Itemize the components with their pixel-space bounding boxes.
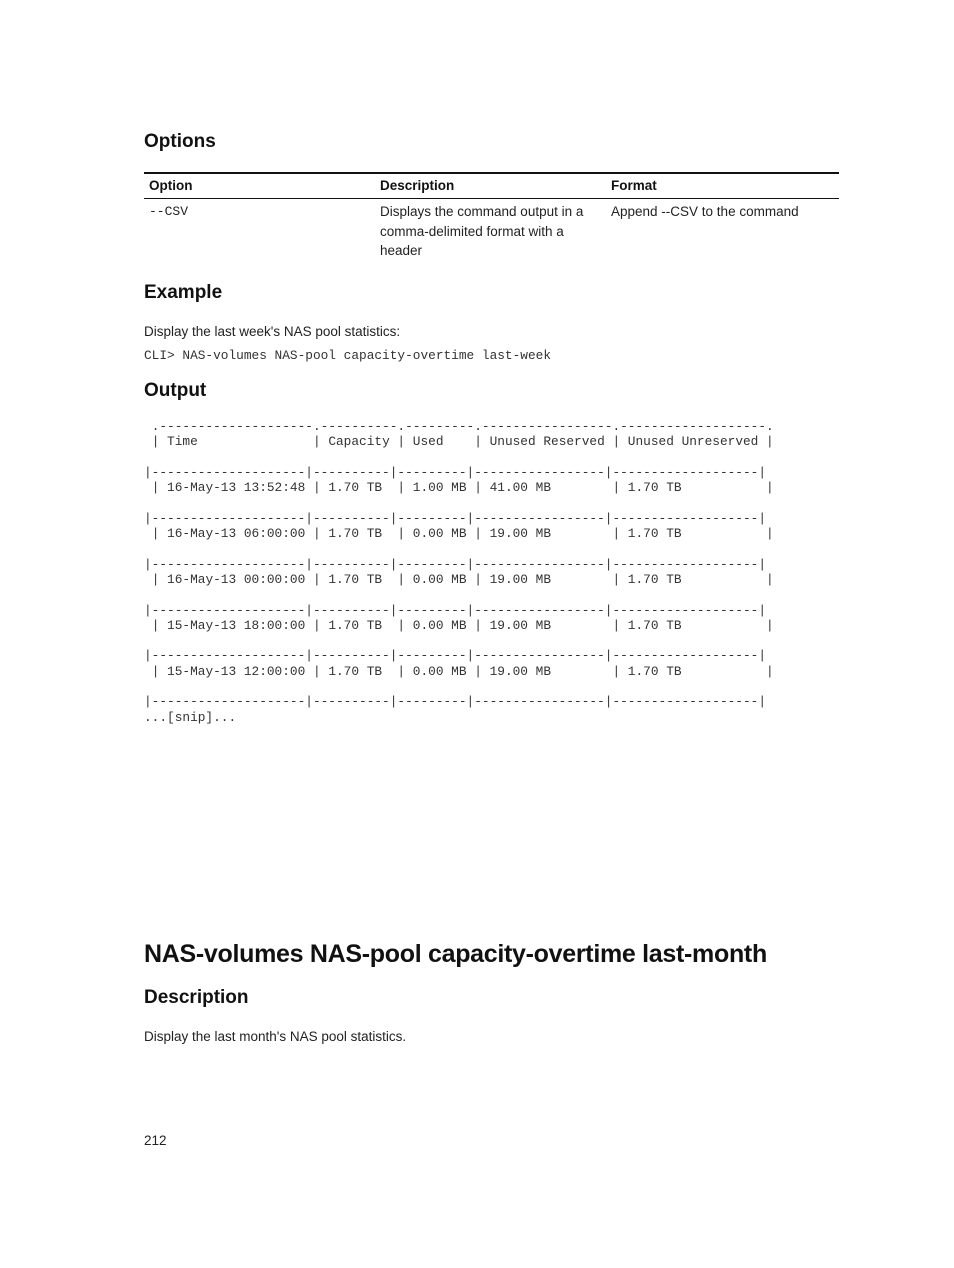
column-header-description: Description <box>375 173 606 199</box>
example-command: CLI> NAS-volumes NAS-pool capacity-overtime last-week <box>144 348 552 363</box>
format-cell: Append --CSV to the command <box>611 204 799 219</box>
column-header-format: Format <box>606 173 839 199</box>
output-heading: Output <box>144 380 207 401</box>
column-header-option: Option <box>144 173 375 199</box>
page-number: 212 <box>144 1133 167 1148</box>
example-text: Display the last week's NAS pool statistics: <box>144 324 401 339</box>
description-heading: Description <box>144 987 249 1008</box>
command-output: .--------------------.----------.---------.-----------------.-------------------. | Time | Capacity | Used | Unused Reserved | Unused Unreserved | |--------------------|----------|---------|-----------------|-------------------| | 16-May-13 13:52:48 | 1.70 TB | 1.00 MB | 41.00 MB | 1.70 TB | |--------------------|----------|---------|-----------------|-------------------| | 16-May-13 06:00:00 | 1.70 TB | 0.00 MB | 19.00 MB | 1.70 TB | |--------------------|----------|---------|-----------------|-------------------| | 16-May-13 00:00:00 | 1.70 TB | 0.00 MB | 19.00 MB | 1.70 TB | |--------------------|----------|---------|-----------------|-------------------| | 15-May-13 18:00:00 | 1.70 TB | 0.00 MB | 19.00 MB | 1.70 TB | |--------------------|----------|---------|-----------------|-------------------| | 15-May-13 12:00:00 | 1.70 TB | 0.00 MB | 19.00 MB | 1.70 TB | |--------------------|----------|---------|-----------------|-------------------| ...[snip]... <box>144 419 774 725</box>
options-table <box>144 172 839 261</box>
description-cell: Displays the command output in a comma-delimited format with a header <box>380 204 584 258</box>
option-cell: --CSV <box>149 204 189 219</box>
table-row <box>144 199 839 261</box>
description-text: Display the last month's NAS pool statistics. <box>144 1029 407 1044</box>
section-title: NAS-volumes NAS-pool capacity-overtime last-month <box>144 940 767 968</box>
options-table-header <box>144 173 839 199</box>
options-heading: Options <box>144 131 216 152</box>
example-heading: Example <box>144 282 223 303</box>
